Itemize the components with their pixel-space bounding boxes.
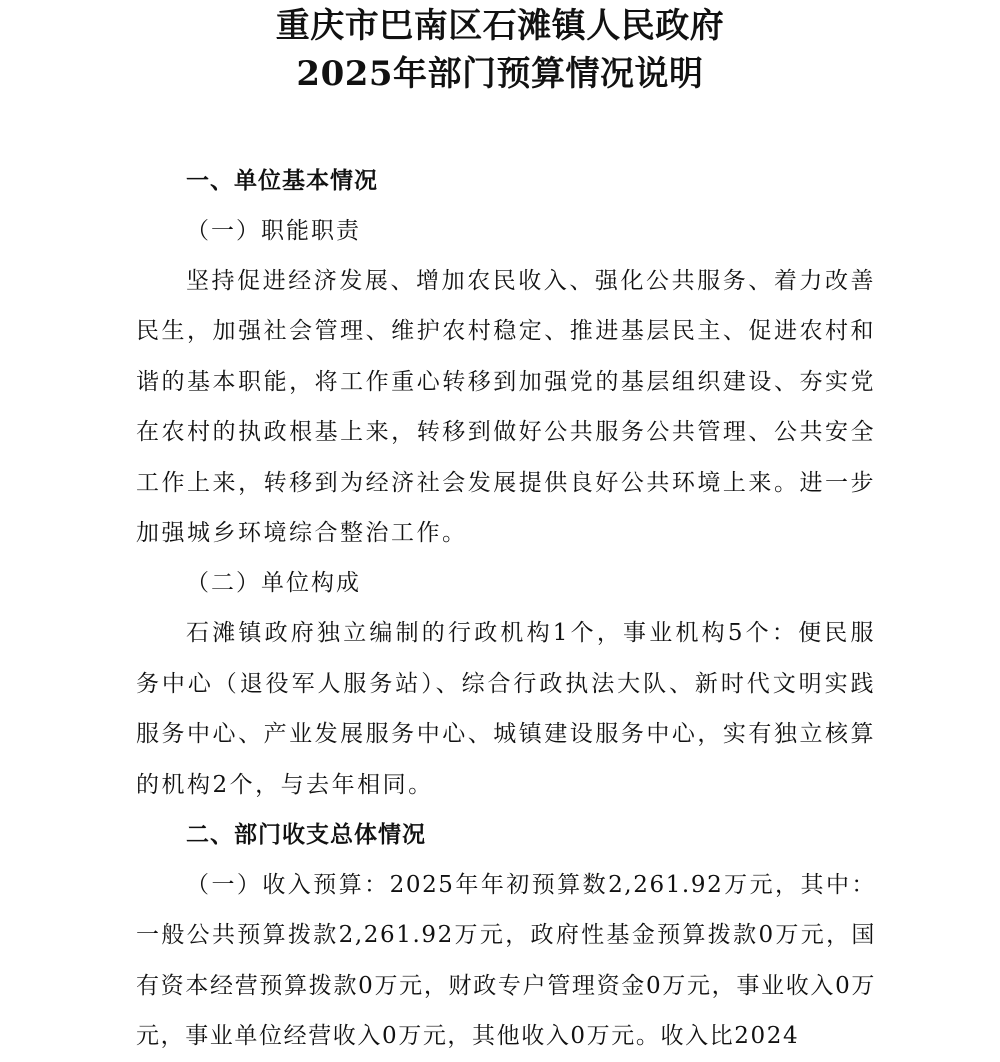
title-line-1: 重庆市巴南区石滩镇人民政府 bbox=[275, 6, 725, 46]
subsection-heading-functions: （一）职能职责 bbox=[186, 218, 361, 244]
section-heading-budget-overview: 二、部门收支总体情况 bbox=[186, 821, 426, 849]
document-body bbox=[136, 156, 876, 1062]
paragraph-composition: 石滩镇政府独立编制的行政机构1个，事业机构5个：便民服务中心（退役军人服务站）、综合行政执法大队、新时代文明实践服务中心、产业发展服务中心、城镇建设服务中心，实有独立核算的机构2个，与去年相同。 bbox=[136, 620, 876, 798]
subsection-heading-composition: （二）单位构成 bbox=[186, 570, 361, 597]
document-title bbox=[0, 2, 1000, 98]
section-heading-basic-info: 一、单位基本情况 bbox=[186, 167, 378, 194]
paragraph-income-budget: （一）收入预算：2025年年初预算数2,261.92万元，其中：一般公共预算拨款2,261.92万元，政府性基金预算拨款0万元，国有资本经营预算拨款0万元，财政专户管理资金0万元，事业收入0万元，事业单位经营收入0万元，其他收入0万元。收入比2024 bbox=[136, 872, 876, 1050]
paragraph-functions: 坚持促进经济发展、增加农民收入、强化公共服务、着力改善民生，加强社会管理、维护农村稳定、推进基层民主、促进农村和谐的基本职能，将工作重心转移到加强党的基层组织建设、夯实党在农村的执政根基上来，转移到做好公共服务公共管理、公共安全工作上来，转移到为经济社会发展提供良好公共环境上来。进一步加强城乡环境综合整治工作。 bbox=[136, 268, 876, 547]
title-line-2: 2025年部门预算情况说明 bbox=[296, 54, 704, 94]
